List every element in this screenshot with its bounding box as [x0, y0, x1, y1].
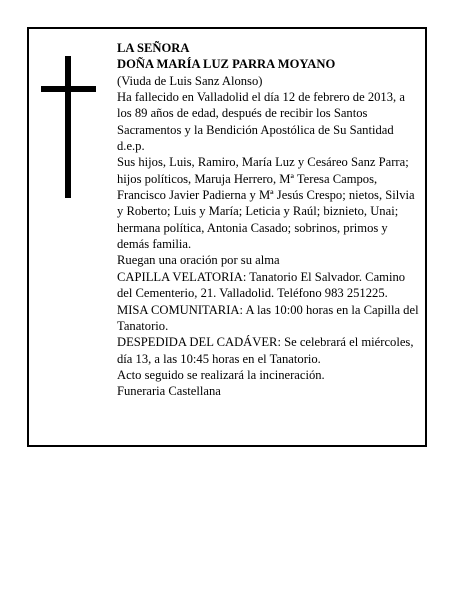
- cross-icon: [41, 56, 96, 198]
- widow-of: (Viuda de Luis Sanz Alonso): [117, 73, 263, 88]
- cremation-info: Acto seguido se realizará la incineración.: [117, 367, 325, 382]
- death-announcement: Ha fallecido en Valladolid el día 12 de febrero de 2013, a los 89 años de edad, después de recibir los Santos Sacramentos y la Bendición Apostólica de Su Santidad: [117, 90, 405, 137]
- cross-horizontal-bar: [41, 86, 96, 92]
- family-list: Sus hijos, Luis, Ramiro, María Luz y Cesáreo Sanz Parra; hijos políticos, Maruja Herrero, Mª Teresa Campos, Francisco Javier Padierna y Mª Jesús Crespo; nietos, Silvia y Roberto; Luis y María; Leticia y Raúl; biznieto, Unai; hermana política, Antonia Casado; sobrinos, primos y demás familia.: [117, 155, 415, 252]
- deceased-name: DOÑA MARÍA LUZ PARRA MOYANO: [117, 57, 336, 72]
- notice-text: [117, 40, 422, 400]
- dep-line: d.e.p.: [117, 139, 145, 154]
- notice-heading: LA SEÑORA: [117, 41, 190, 55]
- cross-vertical-bar: [65, 56, 71, 198]
- mass-info: MISA COMUNITARIA: A las 10:00 horas en la Capilla del Tanatorio.: [117, 302, 419, 333]
- farewell-info: DESPEDIDA DEL CADÁVER: Se celebrará el miércoles, día 13, a las 10:45 horas en el Tanatorio.: [117, 335, 414, 366]
- chapel-info: CAPILLA VELATORIA: Tanatorio El Salvador. Camino del Cementerio, 21. Valladolid. Teléfono 983 251225.: [117, 269, 406, 301]
- obituary-notice: [27, 27, 427, 447]
- prayer-request: Ruegan una oración por su alma: [117, 253, 280, 268]
- funeral-home: Funeraria Castellana: [117, 384, 221, 399]
